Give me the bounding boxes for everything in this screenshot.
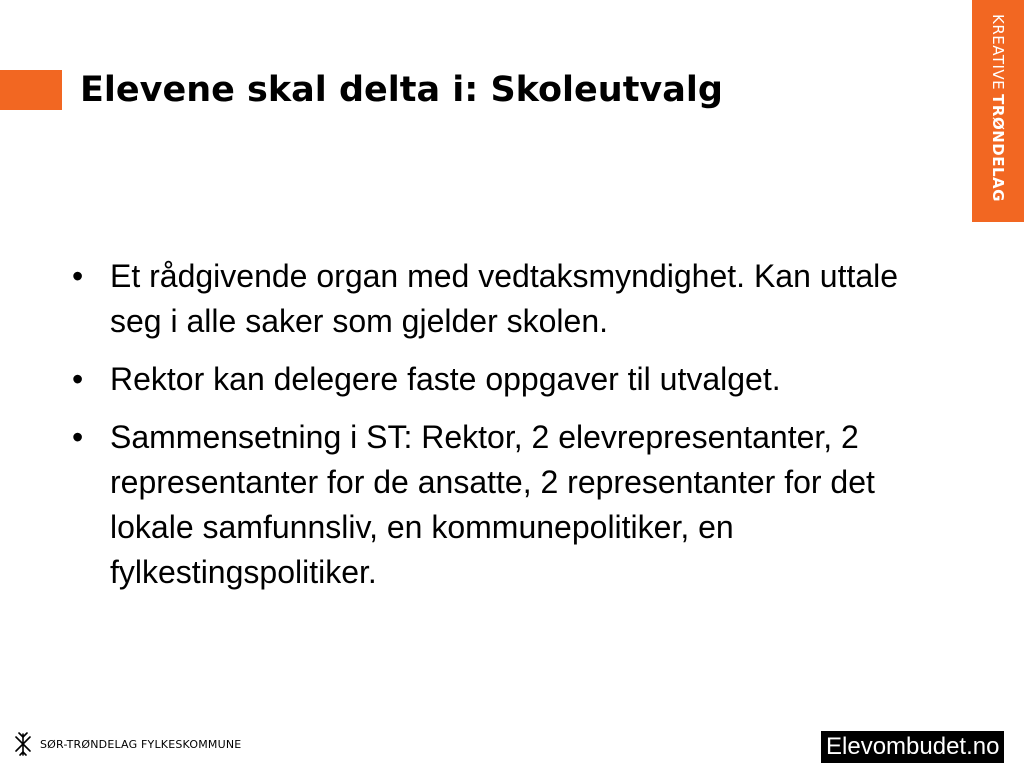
slide-title: Elevene skal delta i: Skoleutvalg — [80, 70, 723, 110]
bullet-text: Rektor kan delegere faste oppgaver til utvalget. — [110, 361, 781, 397]
bullet-item — [70, 254, 950, 344]
county-logo — [12, 730, 241, 758]
accent-bar — [0, 70, 62, 110]
bullet-marker: • — [72, 361, 84, 397]
county-emblem-icon — [12, 731, 34, 757]
bullet-text: Et rådgivende organ med vedtaksmyndighet. Kan uttale seg i alle saker som gjelder skolen. — [110, 258, 899, 339]
bullet-marker: • — [72, 258, 84, 294]
brand-label — [988, 14, 1008, 202]
elevombudet-badge: Elevombudet.no — [821, 731, 1004, 763]
bullet-marker: • — [72, 419, 84, 455]
bullet-item — [70, 357, 950, 402]
bullet-list — [70, 254, 950, 608]
brand-label-bold: TRØNDELAG — [989, 94, 1007, 202]
brand-tab — [972, 0, 1024, 222]
brand-label-light: KREATIVE — [989, 14, 1007, 91]
bullet-item — [70, 415, 950, 595]
bullet-text: Sammensetning i ST: Rektor, 2 elevrepresentanter, 2 representanter for de ansatte, 2 representanter for det lokale samfunnsliv, en kommunepolitiker, en fylkestingspolitiker. — [110, 419, 875, 590]
county-name: SØR-TRØNDELAG FYLKESKOMMUNE — [40, 737, 242, 751]
